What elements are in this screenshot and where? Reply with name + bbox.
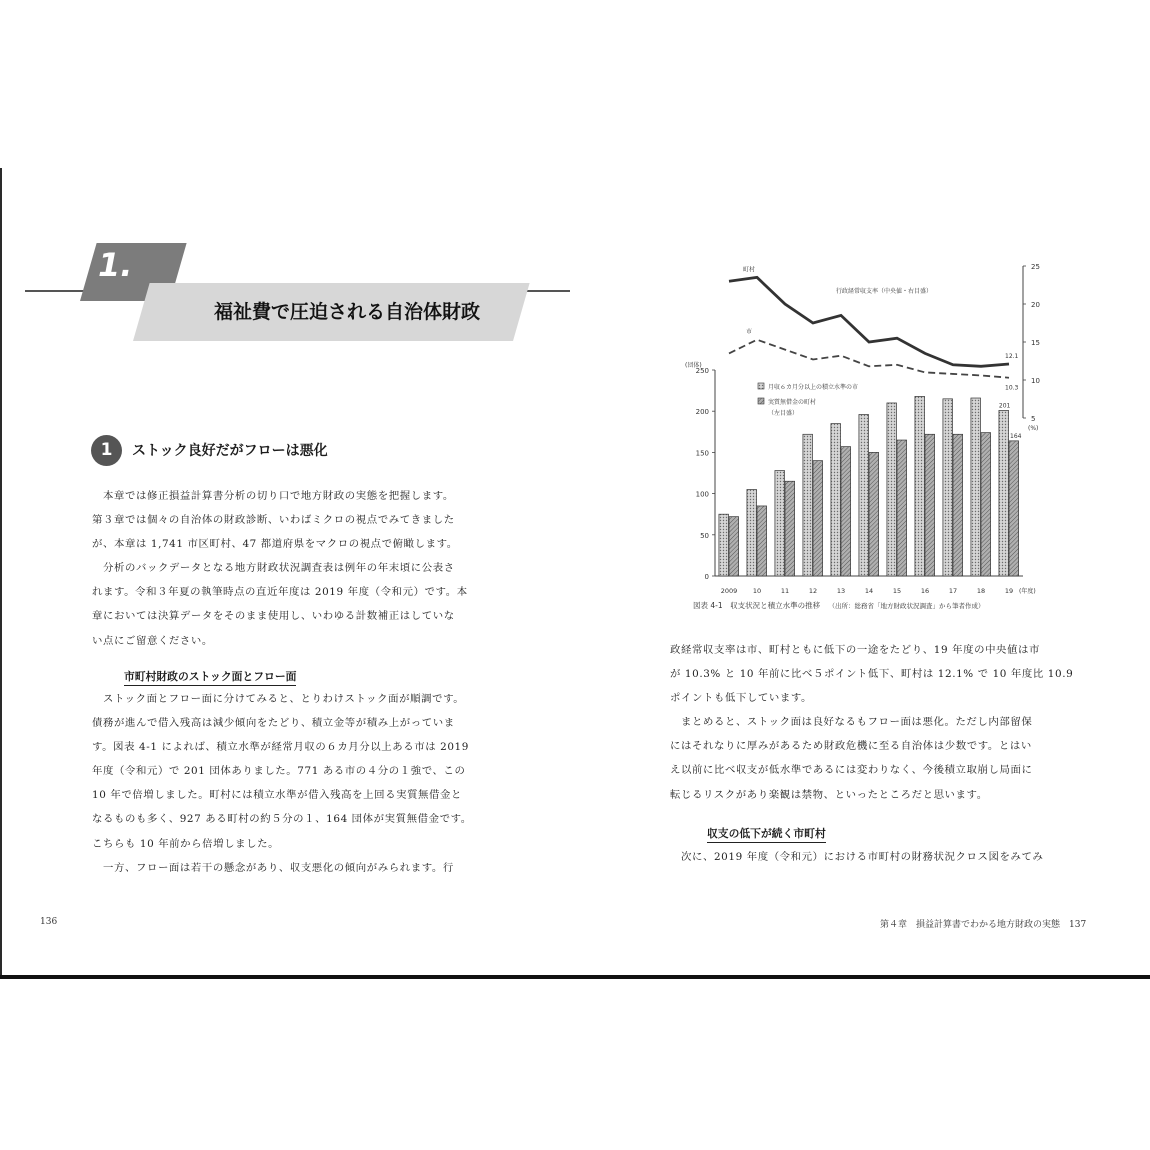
x-tick-label: 16 — [920, 587, 930, 595]
bar-cities — [999, 410, 1009, 576]
bar-towns — [757, 506, 767, 576]
x-tick-label: 11 — [780, 587, 790, 595]
bar-towns — [1009, 441, 1019, 576]
bar-towns — [869, 452, 879, 576]
figure-chart — [668, 258, 1068, 618]
text-line: え以前に比べ収支が低水準であるには変わりなく、今後積立取崩し局面に — [670, 764, 1033, 777]
left-axis-tick-label: 100 — [695, 490, 709, 499]
x-tick-label: 18 — [976, 587, 986, 595]
x-tick-label: 14 — [864, 587, 874, 595]
x-axis-unit: (年度) — [1019, 588, 1036, 595]
left-axis-tick-label: 50 — [700, 531, 709, 540]
figure-caption-line — [693, 600, 985, 611]
bar-cities — [915, 396, 925, 576]
bar-cities — [803, 434, 813, 576]
line-series-label: 市 — [745, 328, 753, 336]
left-axis-tick-label: 0 — [704, 573, 709, 581]
legend-swatch-towns — [758, 398, 764, 404]
bar-cities — [859, 414, 869, 576]
bar-cities — [887, 403, 897, 576]
text-line: ポイントも低下しています。 — [670, 692, 813, 705]
bar-legend-cities: 月収６カ月分以上の積立水準の市 — [768, 384, 859, 391]
bar-towns — [841, 447, 851, 576]
text-line: 10 年で倍増しました。町村には積立水準が借入残高を上回る実質無借金と — [92, 789, 463, 802]
x-tick-label: 10 — [752, 587, 762, 595]
right-axis-tick-label: 15 — [1031, 339, 1040, 347]
bar-cities — [943, 399, 953, 576]
left-axis-tick-label: 200 — [695, 408, 709, 417]
line-legend: 行政経常収支率（中央値・右目盛） — [836, 288, 933, 295]
text-line: が、本章は 1,741 市区町村、47 都道府県をマクロの視点で俯瞰します。 — [92, 538, 458, 551]
left-paragraph-1 — [92, 484, 468, 653]
right-axis-tick-label: 20 — [1031, 301, 1040, 309]
bar-cities — [971, 398, 981, 576]
text-line: 本章では修正損益計算書分析の切り口で地方財政の実態を把握します。 — [92, 490, 454, 502]
left-axis-unit: (団体) — [685, 362, 702, 369]
text-line: こちらも 10 年前から倍増しました。 — [92, 837, 280, 850]
page-edge — [0, 168, 2, 976]
bar-towns — [785, 481, 795, 576]
x-tick-label: 17 — [948, 587, 958, 595]
text-line: まとめると、ストック面は良好なるもフロー面は悪化。ただし内部留保 — [670, 716, 1033, 729]
text-line: 次に、2019 年度（令和元）における市町村の財務状況クロス図をみてみ — [670, 851, 1044, 863]
right-axis-tick-label: 10 — [1031, 377, 1040, 385]
text-line: 転じるリスクがあり楽観は禁物、といったところだと思います。 — [670, 788, 988, 801]
bar-legend-towns: 実質無借金の町村 — [768, 399, 817, 406]
bar-cities — [775, 471, 785, 576]
text-line: 年度（令和元）で 201 団体ありました。771 ある市の４分の１強で、この — [92, 765, 466, 778]
bar-towns — [981, 433, 991, 576]
text-line: い点にご留意ください。 — [92, 634, 213, 647]
text-line: 章においては決算データをそのまま使用し、いわゆる計数補正はしていな — [92, 610, 455, 623]
bar-cities — [747, 489, 757, 576]
left-subheading: 市町村財政のストック面とフロー面 — [124, 670, 296, 686]
text-line: れます。令和３年夏の執筆時点の直近年度は 2019 年度（令和元）です。本 — [92, 586, 468, 599]
x-tick-label: 2009 — [720, 587, 738, 595]
bar-cities — [831, 424, 841, 576]
bar-legend-axis-note: （左目盛） — [768, 410, 799, 417]
text-line: なるものも多く、927 ある町村の約５分の１、164 団体が実質無借金です。 — [92, 813, 472, 826]
chapter-number: 1. — [98, 246, 133, 284]
text-line: 分析のバックデータとなる地方財政状況調査表は例年の年末頃に公表さ — [92, 562, 455, 575]
chapter-title: 福祉費で圧迫される自治体財政 — [213, 301, 480, 323]
legend-swatch-cities — [758, 383, 764, 389]
right-subheading: 収支の低下が続く市町村 — [707, 827, 826, 843]
left-axis-tick-label: 250 — [695, 367, 709, 375]
x-tick-label: 13 — [836, 587, 846, 595]
text-line: 一方、フロー面は若干の懸念があり、収支悪化の傾向がみられます。行 — [92, 861, 454, 874]
left-paragraph-2 — [92, 687, 472, 880]
left-page-number: 136 — [40, 917, 58, 927]
end-label-towns-line: 12.1 — [1005, 353, 1019, 361]
text-line: 債務が進んで借入残高は減少傾向をたどり、積立金等が積み上がっていま — [92, 717, 455, 730]
text-line: が 10.3% と 10 年前に比べ５ポイント低下、町村は 12.1% で 10 年度比 10.9 — [670, 668, 1074, 681]
end-label-cities-bar: 201 — [998, 402, 1011, 410]
x-tick-label: 12 — [808, 587, 818, 595]
x-tick-label: 19 — [1004, 587, 1014, 595]
bar-towns — [925, 434, 935, 576]
left-axis-tick-label: 150 — [695, 449, 709, 458]
bar-towns — [813, 461, 823, 576]
bar-towns — [729, 517, 739, 576]
right-paragraph-1 — [670, 638, 1073, 807]
text-line: 第３章では個々の自治体の財政診断、いわばミクロの視点でみてきました — [92, 514, 455, 527]
bar-cities — [719, 514, 729, 576]
end-label-towns-bar: 164 — [1010, 432, 1022, 440]
line-series-label: 町村 — [742, 266, 756, 274]
text-line: ストック面とフロー面に分けてみると、とりわけストック面が順調です。 — [92, 693, 465, 705]
spread-bottom-edge — [0, 975, 1150, 979]
text-line: 政経常収支率は市、町村ともに低下の一途をたどり、19 年度の中央値は市 — [670, 644, 1041, 656]
text-line: にはそれなりに厚みがあるため財政危機に至る自治体は少数です。とはい — [670, 740, 1032, 753]
text-line: す。図表 4-1 によれば、積立水準が経常月収の６カ月分以上ある市は 2019 — [92, 741, 469, 754]
right-paragraph-2 — [670, 845, 1043, 869]
line-cities — [729, 340, 1009, 378]
section-number-badge: 1 — [91, 435, 122, 466]
right-axis-tick-label: 25 — [1031, 263, 1040, 271]
figure-caption: 図表 4-1 収支状況と積立水準の推移 — [693, 601, 821, 610]
right-axis-unit: (%) — [1028, 425, 1039, 432]
right-running-footer: 第４章 損益計算書でわかる地方財政の実態 137 — [880, 920, 1087, 930]
section-title: ストック良好だがフローは悪化 — [132, 443, 328, 459]
x-tick-label: 15 — [892, 587, 902, 595]
bar-towns — [953, 434, 963, 576]
figure-source: （出所：総務省「地方財政状況調査」から筆者作成） — [828, 602, 985, 610]
end-label-cities-line: 10.3 — [1005, 384, 1019, 392]
bar-towns — [897, 440, 907, 576]
right-axis-tick-label: 5 — [1031, 415, 1036, 423]
